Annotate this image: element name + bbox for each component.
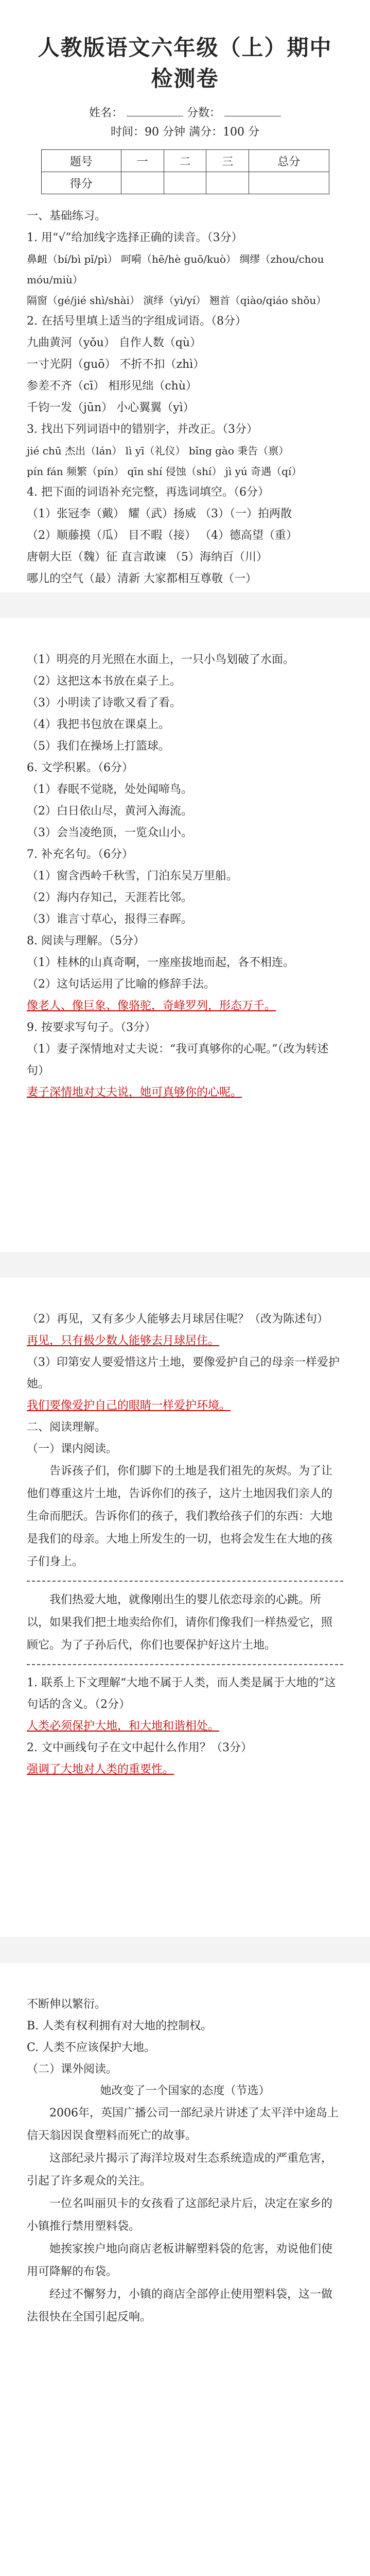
score-table-row (41, 150, 329, 172)
answer-red: 再见，只有极少数人能够去月球居住。 (27, 1334, 220, 1347)
question-line: 千钧一发（jūn） 小心翼翼（yì） (27, 401, 195, 414)
page-separator (0, 1937, 370, 1963)
answer-text (27, 1395, 343, 1417)
answer-text (27, 1716, 343, 1737)
answer-text (27, 995, 343, 1017)
reading-paragraph: 2006年，英国广播公司一部纪录片讲述了太平洋中途岛上信天翁因误食塑料而死亡的故事。 (27, 2107, 339, 2142)
name-score-line (27, 104, 343, 120)
page-separator (0, 1252, 370, 1278)
question-text: 1. 用“√”给加线字选择正确的读音。（3分） (27, 231, 243, 244)
reading-paragraph: 我们热爱大地，就像刚出生的婴儿依恋母亲的心跳。所以，如果我们把土地卖给你们，请你们像我们一样热爱它，照顾它。为了子孙后代，你们也要保护好这片土地。 (27, 1594, 333, 1652)
question-line: 一寸光阴（guō） 不折不扣（zhì） (27, 358, 205, 371)
page-separator (0, 592, 370, 618)
question-text: 2. 文中画线句子在文中起什么作用？（3分） (27, 1741, 252, 1754)
question-line: （1）明亮的月光照在水面上，一只小鸟划破了水面。 (27, 653, 294, 666)
subsection-heading: （一）课内阅读。 (27, 1443, 118, 1455)
answer-text (27, 1759, 343, 1781)
question-line: （2）白日依山尽，黄河入海流。 (27, 805, 192, 818)
score-cell: 三 (206, 150, 249, 172)
question-text: 2. 在括号里填上适当的字组成词语。（8分） (27, 315, 246, 328)
time-line: 时间：90 分钟 满分：100 分 (111, 126, 259, 139)
answer-text (27, 1082, 343, 1104)
page-title: 人教版语文六年级（上）期中检测卷 (38, 35, 332, 91)
score-cell (249, 172, 329, 194)
page-3 (0, 1278, 370, 1937)
question-line: （1）春眠不觉晓，处处闻啼鸟。 (27, 783, 192, 796)
question-line: 唐朝大臣（魏）征 直言敢谏 （5）海纳百（川） (27, 551, 268, 564)
score-cell (121, 172, 164, 194)
question-text: 8. 阅读与理解。（5分） (27, 935, 145, 947)
question-line: B. 人类有权利拥有对大地的控制权。 (27, 2020, 213, 2032)
question-line: （3）谁言寸草心，报得三春晖。 (27, 913, 192, 926)
score-cell: 二 (164, 150, 206, 172)
article-title: 她改变了一个国家的态度（节选） (100, 2084, 270, 2097)
answer-red: 像老人、像巨象、像骆驼，奇峰罗列，形态万千。 (27, 999, 276, 1012)
question-text: 9. 按要求写句子。（3分） (27, 1021, 156, 1034)
question-line: （2）海内存知己，天涯若比邻。 (27, 891, 192, 904)
score-cell: 题号 (41, 150, 121, 172)
section-heading: 二、阅读理解。 (27, 1421, 107, 1434)
reading-paragraph: 这部纪录片揭示了海洋垃圾对生态系统造成的严重危害，引起了许多观众的关注。 (27, 2152, 333, 2188)
question-line: （4）我把书包放在课桌上。 (27, 718, 170, 731)
question-line: （2）顺藤摸（瓜） 目不暇（接） （4）德高望（重） (27, 529, 297, 542)
section-heading: 一、基础练习。 (27, 210, 107, 223)
question-line: pín fán 频繁（pín） qīn shí 侵蚀（shí） jì yú 奇遇（qí） (27, 465, 302, 478)
question-line: （1）张冠李（戴） 耀（武）扬威 （3）（一）拍两散 (27, 507, 292, 520)
question-line: （1）桂林的山真奇啊，一座座拔地而起，各不相连。 (27, 956, 294, 969)
name-label: 姓名： (89, 107, 123, 120)
divider (27, 1664, 343, 1665)
question-line: 参差不齐（cī） 相形见绌（chù） (27, 380, 198, 393)
question-line: （2）这句话运用了比喻的修辞手法。 (27, 978, 215, 991)
question-line: （2）再见，又有多少人能够去月球居住呢？（改为陈述句） (27, 1313, 328, 1326)
question-line: （3）印第安人要爱惜这片土地，要像爱护自己的母亲一样爱护她。 (27, 1356, 340, 1391)
question-line: （3）小明读了诗歌又看了看。 (27, 697, 181, 709)
question-text: 4. 把下面的词语补充完整，再选词填空。（6分） (27, 486, 269, 499)
question-text: 6. 文学积累。（6分） (27, 761, 133, 774)
score-cell: 得分 (41, 172, 121, 194)
question-line: （2）这把这本书放在桌子上。 (27, 675, 181, 688)
answer-red: 妻子深情地对丈夫说，她可真够你的心呢。 (27, 1086, 242, 1099)
divider (27, 1581, 343, 1582)
answer-text (27, 1330, 343, 1352)
page-1 (0, 0, 370, 592)
subsection-heading: （二）课外阅读。 (27, 2063, 118, 2076)
question-text: 3. 找出下列词语中的错别字，并改正。（3分） (27, 423, 258, 436)
answer-red: 强调了大地对人类的重要性。 (27, 1763, 174, 1776)
score-cell (206, 172, 249, 194)
reading-paragraph: 她挨家挨户地向商店老板讲解塑料袋的危害，劝说他们使用可降解的布袋。 (27, 2243, 333, 2278)
question-line: 不断伸以繁衍。 (27, 1998, 107, 2011)
score-cell: 一 (121, 150, 164, 172)
question-line: jié chū 杰出（lán） lì yī（礼仪） bǐng gào 秉告（禀） (27, 445, 289, 457)
score-cell: 总分 (249, 150, 329, 172)
question-text: 1. 联系上下文理解“大地不属于人类，而人类是属于大地的”这句话的含义。（2分） (27, 1676, 336, 1711)
score-label: 分数： (187, 107, 221, 120)
reading-paragraph: 一位名叫丽贝卡的女孩看了这部纪录片后，决定在家乡的小镇推行禁用塑料袋。 (27, 2197, 333, 2233)
question-line: （5）我们在操场上打篮球。 (27, 740, 170, 753)
page-2 (0, 618, 370, 1252)
reading-paragraph: 告诉孩子们，你们脚下的土地是我们祖先的灰烬。为了让他们尊重这片土地，告诉你们的孩子，这片土地因我们亲人的生命而肥沃。告诉你们的孩子，我们教给孩子们的东西：大地是我们的母亲。大地上所发生的一切，也将会发生在大地的孩子们身上。 (27, 1465, 333, 1568)
score-table-row (41, 172, 329, 194)
question-text: 7. 补充名句。（6分） (27, 848, 133, 861)
question-line: 哪儿的空气（最）清新 大家都相互尊敬（一） (27, 572, 257, 585)
score-table (41, 149, 329, 194)
question-line: 九曲黄河（yǒu） 自作人数（qù） (27, 336, 202, 349)
score-cell (164, 172, 206, 194)
reading-paragraph: 经过不懈努力，小镇的商店全部停止使用塑料袋，这一做法很快在全国引起反响。 (27, 2288, 333, 2324)
question-line: （3）会当凌绝顶，一览众山小。 (27, 826, 192, 839)
answer-red: 我们要像爱护自己的眼睛一样爱护环境。 (27, 1399, 231, 1412)
question-line: 鼻衄（bí/bì pǐ/pì） 呵嗬（hē/hè guō/kuò） 绸缪（zhou/chou móu/miù） (27, 253, 324, 286)
page-4 (0, 1963, 370, 2576)
question-line: C. 人类不应该保护大地。 (27, 2041, 156, 2054)
answer-red: 人类必须保护大地，和大地和谐相处。 (27, 1720, 220, 1733)
question-line: （1）窗含西岭千秋雪，门泊东吴万里船。 (27, 870, 238, 883)
question-line: （1）妻子深情地对丈夫说：“我可真够你的心呢。”（改为转述句） (27, 1043, 329, 1077)
question-line: 隔窗（gé/jié shì/shài） 演绎（yì/yí） 翘首（qiào/qiáo shǒu） (27, 294, 327, 307)
